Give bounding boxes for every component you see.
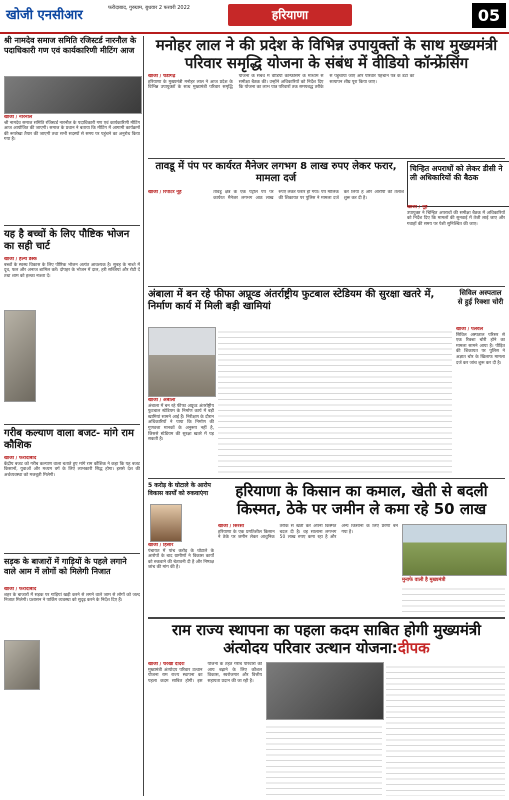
story-antyodaya-body-2 [266, 722, 382, 796]
divider [148, 286, 505, 287]
story-crime-text: उपायुक्त ने चिन्हित अपराधों की समीक्षा बैठक में अधिकारियों को निर्देश दिए कि मामलों की सुनवाई में तेजी लाई जाए और गवाहों की समय पर पेशी सुनिश्चित की जाए। [407, 210, 505, 227]
divider [148, 617, 505, 619]
story-farmer-subhead: मुनाफे वाली है मुख्यमंत्री [402, 577, 446, 583]
story-farmer-byline: खोजी / सिरसा [218, 524, 244, 529]
story-rickshaw-byline: खोजी / पलवल [456, 327, 483, 332]
photo-antyodaya-event [266, 662, 384, 720]
photo-stadium [148, 327, 216, 397]
story-budget-text: केंद्रीय बजट को गरीब कल्याण वाला बताते हुए मांगे राम कौशिक ने कहा कि यह बजट किसानों, युवाओं और मध्यम वर्ग के लिए लाभकारी सिद्ध होगा। इससे देश की अर्थव्यवस्था को मजबूती मिलेगी। [4, 461, 140, 478]
story-rickshaw-text: सिविल अस्पताल परिसर से एक रिक्शा चोरी होने का मामला सामने आया है। पीड़ित की शिकायत पर पुलिस ने अज्ञात चोर के खिलाफ मामला दर्ज कर जांच शुरू कर दी है। [456, 332, 505, 366]
story-crime-body [407, 205, 505, 287]
story-crime-byline: खोजी / नूंह [407, 205, 428, 210]
story-farmer-body-2 [402, 584, 505, 616]
story-antyodaya-body-3 [386, 662, 505, 796]
lead-body [148, 74, 505, 156]
story-crime-box [407, 161, 509, 207]
story-tawdu-byline: खोजी / रिपोर्टर नूंह [148, 190, 182, 195]
story-scam-headline: 5 करोड़ के घोटाले के आरोप विकास कार्यों को रुकवाएंगा [148, 482, 211, 497]
story-namdev [4, 36, 140, 56]
photo-farm [402, 524, 507, 576]
story-traffic-headline: सड़क के बाजारों में गाड़ियों के पहले लगाने वाले आम में लोगों को मिलेगी निजात [4, 557, 127, 576]
story-budget-body [4, 456, 140, 552]
story-tawdu-headline: तावडू में पंप पर कार्यरत मैनेजर लगभग 8 लाख रुपए लेकर फरार, मामला दर्ज [155, 161, 397, 184]
divider [148, 478, 505, 479]
paper-name: खोजी एनसीआर [6, 8, 83, 23]
story-stadium-byline: खोजी / अंबाला [148, 398, 176, 403]
divider [4, 424, 140, 425]
lead-byline: खोजी / चंडीगढ़ [148, 74, 176, 79]
story-tawdu-text: तावडू क्षेत्र के एक पेट्रोल पंप पर कार्यरत मैनेजर लगभग आठ लाख रुपए लेकर फरार हो गया। पंप मालिक की शिकायत पर पुलिस ने मामला दर्ज कर लिया है और आरोपी की तलाश शुरू कर दी है। [213, 190, 404, 201]
story-antyodaya-byline: खोजी / चरखी दादरी [148, 662, 185, 667]
story-scam-text: पंचायत में पांच करोड़ के घोटाले के आरोपों के बाद ग्रामीणों ने विकास कार्यों को रुकवाने की चेतावनी दी है और निष्पक्ष जांच की मांग की है। [148, 548, 214, 571]
story-stadium-text: अंबाला में बन रहे फीफा अप्रूव्ड अंतर्राष्ट्रीय फुटबाल स्टेडियम के निर्माण कार्य में बड़ी खामियां सामने आई हैं। निरीक्षण के दौरान अधिकारियों ने पाया कि निर्माण की गुणवत्ता मानकों के अनुरूप नहीं है, जिससे स्टेडियम की सुरक्षा खतरे में पड़ सकती है। [148, 403, 214, 443]
photo-market [4, 640, 40, 690]
divider [4, 553, 140, 554]
dateline: फरीदाबाद, गुरुग्राम, बुधवार 2 फरवरी 2022 [108, 5, 190, 11]
photo-scam [150, 504, 182, 542]
story-antyodaya-headline [148, 621, 505, 657]
story-tawdu-body [148, 190, 404, 282]
story-farmer-body [218, 524, 398, 616]
story-crime-headline: चिन्हित अपराधों को लेकर डीसी ने ली अधिकारियों की बैठक [410, 164, 503, 182]
story-traffic-byline: खोजी / फरीदाबाद [4, 587, 37, 592]
story-stadium-body-1 [148, 398, 214, 473]
masthead [0, 0, 509, 34]
story-nutrition-byline: खोजी / हेल्थ डेस्क [4, 257, 37, 262]
photo-meeting [4, 76, 142, 114]
story-farmer-text: हरियाणा के एक प्रगतिशील किसान ने ठेके पर जमीन लेकर आधुनिक तरीके से खेती कर अपनी किस्मत बदल दी है। वह सालाना लगभग 50 लाख रुपए कमा रहा है और अन्य किसानों के लिए प्रेरणा बन गया है। [218, 524, 398, 541]
story-rickshaw-body [456, 327, 505, 477]
story-budget-byline: खोजी / फरीदाबाद [4, 456, 37, 461]
story-stadium-body-2 [218, 327, 452, 477]
story-traffic-body [4, 587, 140, 795]
lead-headline: मनोहर लाल ने की प्रदेश के विभिन्न उपायुक्तों के साथ मुख्यमंत्री परिवार समृद्धि योजना के संबंध में वीडियो कॉन्फ्रेंसिंग [155, 36, 498, 72]
lead-text: हरियाणा के मुख्यमंत्री मनोहर लाल ने आज प्रदेश के विभिन्न उपायुक्तों के साथ मुख्यमंत्री परिवार समृद्धि योजना के संबंध में वीडियो कॉन्फ्रेंसिंग के माध्यम से समीक्षा बैठक की। उन्होंने अधिकारियों को निर्देश दिए कि योजना का लाभ पात्र परिवारों तक समयबद्ध तरीके से पहुंचाया जाए और परिवार पहचान पत्र के डेटा का सत्यापन शीघ्र पूरा किया जाए। [148, 74, 415, 91]
story-antyodaya-headline-main: राम राज्य स्थापना का पहला कदम साबित होगी मुख्यमंत्री अंत्योदय परिवार उत्थान योजना: [172, 621, 481, 657]
story-rickshaw [456, 289, 505, 306]
story-nutrition-headline: यह है बच्चों के लिए पौष्टिक भोजन का सही चार्ट [4, 229, 130, 252]
story-antyodaya-text: मुख्यमंत्री अंत्योदय परिवार उत्थान योजना राम राज्य स्थापना का पहला कदम साबित होगी। इस योजना के तहत गरीब परिवारों की आय बढ़ाने के लिए कौशल विकास, स्वरोजगार और वित्तीय सहायता प्रदान की जा रही है। [148, 662, 262, 684]
story-antyodaya-headline-accent: दीपक [397, 639, 430, 657]
story-antyodaya-body [148, 662, 262, 796]
divider [148, 158, 505, 159]
section-title: हरियाणा [228, 4, 352, 26]
story-rickshaw-headline: सिविल अस्पताल से हुई रिक्शा चोरी [457, 289, 504, 306]
story-scam-body [148, 543, 214, 615]
story-nutrition-text: बच्चों के स्वस्थ विकास के लिए पौष्टिक भोजन अत्यंत आवश्यक है। सुबह के नाश्ते में दूध, फल और अनाज शामिल करें। दोपहर के भोजन में दाल, हरी सब्जियां और रोटी दें तथा शाम को हल्का नाश्ता दें। [4, 262, 140, 279]
story-namdev-body [4, 115, 140, 223]
page-number: 05 [472, 3, 506, 28]
story-farmer-headline: हरियाणा के किसान का कमाल, खेती से बदली किस्मत, ठेके पर जमीन ले कमा रहे 50 लाख [235, 482, 488, 518]
photo-nutrition [4, 310, 36, 402]
column-rule [143, 36, 144, 796]
divider [4, 225, 140, 226]
story-namdev-headline: श्री नामदेव समाज समिति रजिस्टर्ड नारनौल के पदाधिकारी गण एवं कार्यकारिणी मीटिंग आज [4, 36, 137, 55]
story-namdev-text: श्री नामदेव समाज समिति रजिस्टर्ड नारनौल के पदाधिकारी गण एवं कार्यकारिणी मीटिंग आज आयोजित की जाएगी। समाज के प्रधान ने बताया कि मीटिंग में आगामी कार्यक्रमों की रूपरेखा तैयार की जाएगी तथा सभी सदस्यों से समय पर पहुंचने का अनुरोध किया गया है। [4, 120, 140, 143]
story-scam-byline: खोजी / हिसार [148, 543, 174, 548]
story-traffic-text: शहर के बाजारों में सड़क पर गाड़ियां खड़ी करने से लगने वाले जाम से लोगों को जल्द निजात मिलेगी। प्रशासन ने पार्किंग व्यवस्था को सुदृढ़ करने के निर्देश दिए हैं। [4, 592, 140, 604]
story-namdev-byline: खोजी / नारनौल [4, 115, 33, 120]
story-budget-headline: गरीब कल्याण वाला बजट- मांगे राम कौशिक [4, 428, 134, 451]
story-stadium-headline: अंबाला में बन रहे फीफा अप्रूव्ड अंतर्राष्ट्रीय फुटबाल स्टेडियम की सुरक्षा खतरे में, निर्माण कार्य में मिली बड़ी खामियां [148, 289, 435, 312]
